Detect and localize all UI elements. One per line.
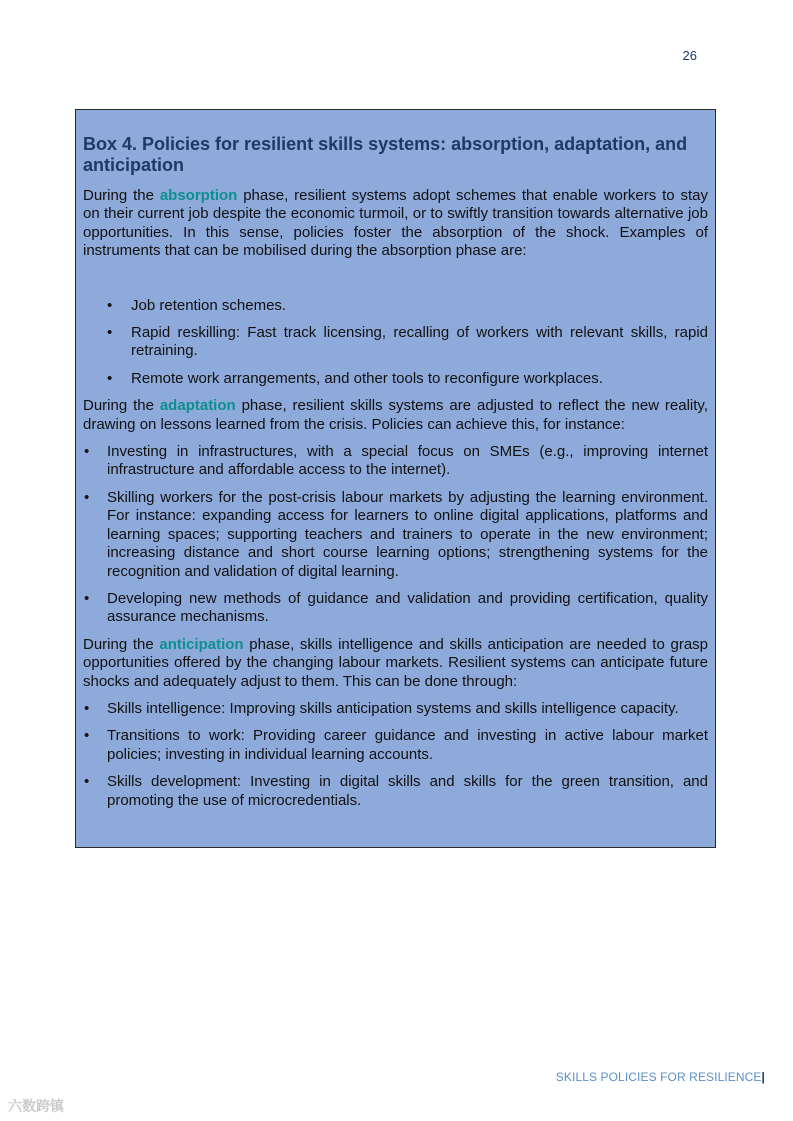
list-item: • Skills intelligence: Improving skills anticipation systems and skills intelligence capacity. bbox=[84, 699, 679, 717]
list-item: • Transitions to work: Providing career guidance and investing in active labour market policies; investing in individual learning accounts. bbox=[84, 727, 708, 763]
bullet-icon: • bbox=[84, 773, 90, 791]
list-item: • Investing in infrastructures, with a special focus on SMEs (e.g., improving internet infrastructure and affordable access to the internet). bbox=[84, 443, 708, 479]
adaptation-paragraph: During the adaptation phase, resilient skills systems are adjusted to reflect the new reality, drawing on lessons learned from the crisis. Policies can achieve this, for instance: bbox=[83, 397, 708, 433]
anticipation-paragraph: During the anticipation phase, skills intelligence and skills anticipation are needed to grasp opportunities offered by the changing labour markets. Resilient systems can anticipate future shocks and adequately adjust to them. This can be done through: bbox=[83, 635, 709, 690]
absorption-paragraph: During the absorption phase, resilient systems adopt schemes that enable workers to stay on their current job despite the economic turmoil, or to swiftly transition towards alternative job opportunities. In this sense, policies foster the absorption of the shock. Examples of instruments that can be mobilised during the absorption phase are: bbox=[83, 187, 709, 260]
spacer bbox=[83, 261, 708, 297]
bullet-icon: • bbox=[107, 369, 113, 387]
page-number: 26 bbox=[682, 48, 697, 63]
watermark-logo: 六数跨镇 bbox=[8, 1098, 64, 1114]
list-item: • Remote work arrangements, and other tools to reconfigure workplaces. bbox=[107, 369, 603, 387]
box-title: Box 4. Policies for resilient skills systems: absorption, adaptation, and anticipation bbox=[83, 134, 688, 175]
footer-text: SKILLS POLICIES FOR RESILIENCE bbox=[555, 1070, 762, 1084]
adaptation-list bbox=[83, 443, 708, 627]
bullet-icon: • bbox=[107, 296, 113, 314]
list-item: • Job retention schemes. bbox=[107, 296, 287, 314]
bullet-icon: • bbox=[107, 324, 113, 342]
list-item: • Skills development: Investing in digital skills and skills for the green transition, and promoting the use of microcredentials. bbox=[84, 773, 708, 809]
policy-box bbox=[75, 109, 716, 848]
anticipation-list bbox=[83, 700, 708, 810]
bullet-icon: • bbox=[84, 443, 90, 461]
bullet-icon: • bbox=[84, 699, 90, 717]
list-item: • Rapid reskilling: Fast track licensing, recalling of workers with relevant skills, rapid retraining. bbox=[107, 324, 708, 360]
list-item: • Skilling workers for the post-crisis labour markets by adjusting the learning environment. For instance: expanding access for learners to online digital applications, platforms and learning spaces; supporting teachers and trainers to operate in the new environment; increasing distance and short course learning options; strengthening systems for the recognition and validation of digital learning. bbox=[84, 488, 708, 580]
bullet-icon: • bbox=[84, 589, 90, 607]
running-footer bbox=[520, 1070, 765, 1084]
bullet-icon: • bbox=[84, 488, 90, 506]
footer-bar: | bbox=[761, 1070, 765, 1084]
bullet-icon: • bbox=[84, 727, 90, 745]
absorption-list bbox=[83, 297, 708, 389]
anticipation-keyword: anticipation bbox=[159, 635, 244, 653]
list-item: • Developing new methods of guidance and validation and providing certification, quality assurance mechanisms. bbox=[84, 589, 708, 626]
absorption-keyword: absorption bbox=[159, 187, 238, 204]
adaptation-keyword: adaptation bbox=[159, 397, 236, 415]
